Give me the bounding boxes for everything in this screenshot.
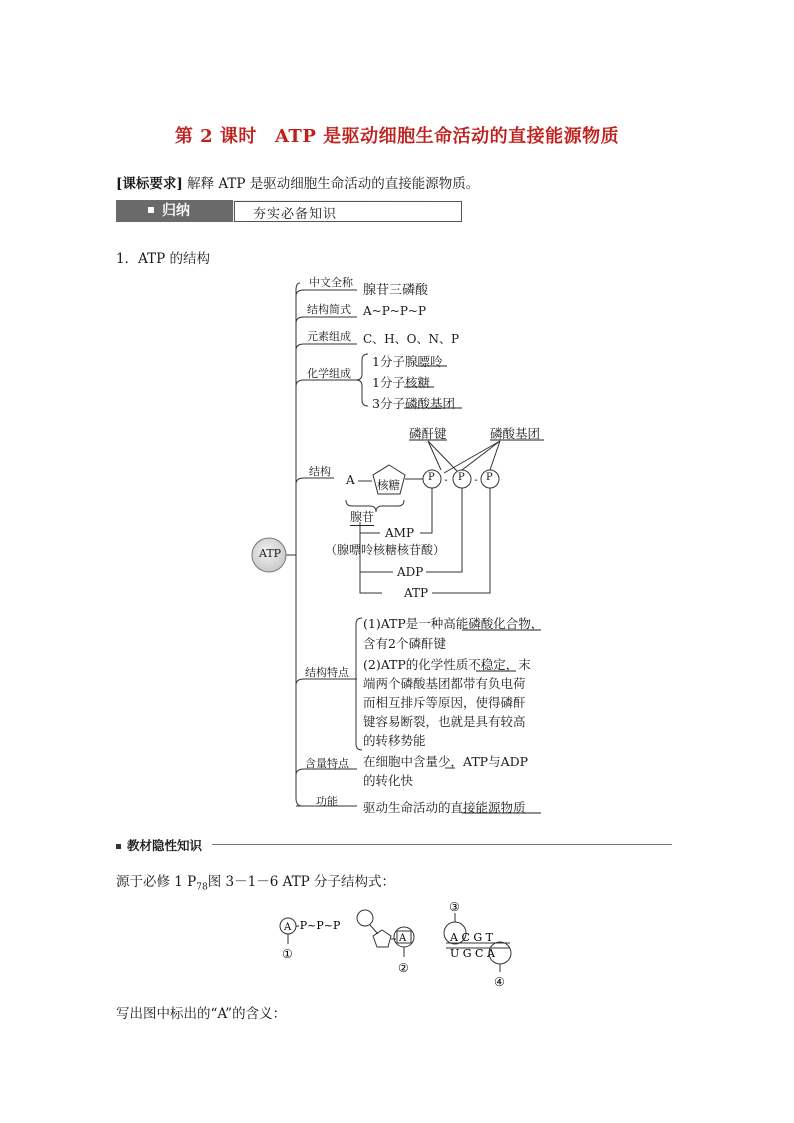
P-label: P (428, 472, 435, 483)
branch-label-fullname: 中文全称 (309, 276, 353, 289)
fig2-num: ② (398, 961, 409, 975)
question-text: 写出图中标出的“A”的含义： (116, 1006, 287, 1022)
fig3-num-bottom: ④ (494, 975, 505, 989)
phosphate-group-label: 磷酸基团 (490, 426, 541, 441)
features-p1: (1)ATP是一种高能磷酸化合物， 含有2个磷酐键 (363, 616, 544, 651)
elements-value: C、H、O、N、P (363, 332, 460, 346)
fig3-bottom-strand: U G C A (450, 947, 495, 960)
svg-text:-: - (474, 475, 478, 486)
short-formula: A~P~P~P (363, 304, 427, 318)
adenine-A: A (346, 473, 355, 487)
features-p2: (2)ATP的化学性质不稳定，末 端两个磷酸基团都带有负电荷 而相互排斥等原因，使得磷酐 键容易断裂，也就是具有较高 的转移势能 (363, 657, 531, 748)
fig1-chain: -P~P~P (296, 919, 341, 932)
branch-label-function: 功能 (316, 795, 338, 808)
root-label: ATP (259, 547, 282, 560)
chem-item: 1分子腺嘌呤 (372, 354, 443, 369)
page-title: 第 2 课时 ATP 是驱动细胞生命活动的直接能源物质 (174, 126, 620, 147)
content-value: 在细胞中含量少，ATP与ADP 的转化快 (363, 754, 529, 788)
section-heading: 1．ATP 的结构 (116, 251, 210, 267)
branch-label-features: 结构特点 (305, 666, 349, 679)
amp-label: AMP (385, 526, 415, 540)
ribose-label: 核糖 (377, 478, 400, 492)
source-note: 源于必修 1 $P_{78}$图 3－1－6 ATP 分子结构式： (116, 874, 395, 893)
P-label: P (458, 472, 465, 483)
branch-label-elements: 元素组成 (307, 330, 351, 343)
banner-right: 夯实必备知识 (234, 201, 462, 222)
function-value: 驱动生命活动的直接能源物质 (363, 800, 526, 815)
svg-text:-: - (444, 475, 448, 486)
adp-label: ADP (397, 565, 424, 579)
branch-label-content: 含量特点 (305, 757, 349, 770)
fig2-A: A (399, 933, 407, 944)
requirement-tag: [课标要求] (116, 176, 183, 192)
bond-label: 磷酐键 (409, 426, 447, 441)
fig1-num: ① (282, 947, 293, 961)
P-label: P (486, 472, 493, 483)
branch-label-chem: 化学组成 (307, 367, 351, 380)
chem-item: 1分子核糖 (372, 375, 430, 390)
fig1-A: A (284, 922, 292, 933)
branch-label-structure: 结构 (309, 465, 331, 478)
banner-left: 归纳 (116, 200, 233, 222)
amp-note: （腺嘌呤核糖核苷酸） (325, 543, 446, 557)
fig3-top-strand: A C G T (450, 931, 493, 944)
requirement-text: 解释 ATP 是驱动细胞生命活动的直接能源物质。 (187, 176, 480, 192)
chem-item: 3分子磷酸基团 (372, 396, 455, 411)
branch-label-short: 结构简式 (307, 303, 351, 316)
atp-label: ATP (404, 586, 429, 600)
adenosine-label: 腺苷 (350, 510, 375, 524)
fig3-num-top: ③ (449, 900, 460, 914)
fullname-value: 腺苷三磷酸 (363, 283, 429, 298)
hidden-knowledge-heading: 教材隐性知识 (116, 836, 202, 854)
